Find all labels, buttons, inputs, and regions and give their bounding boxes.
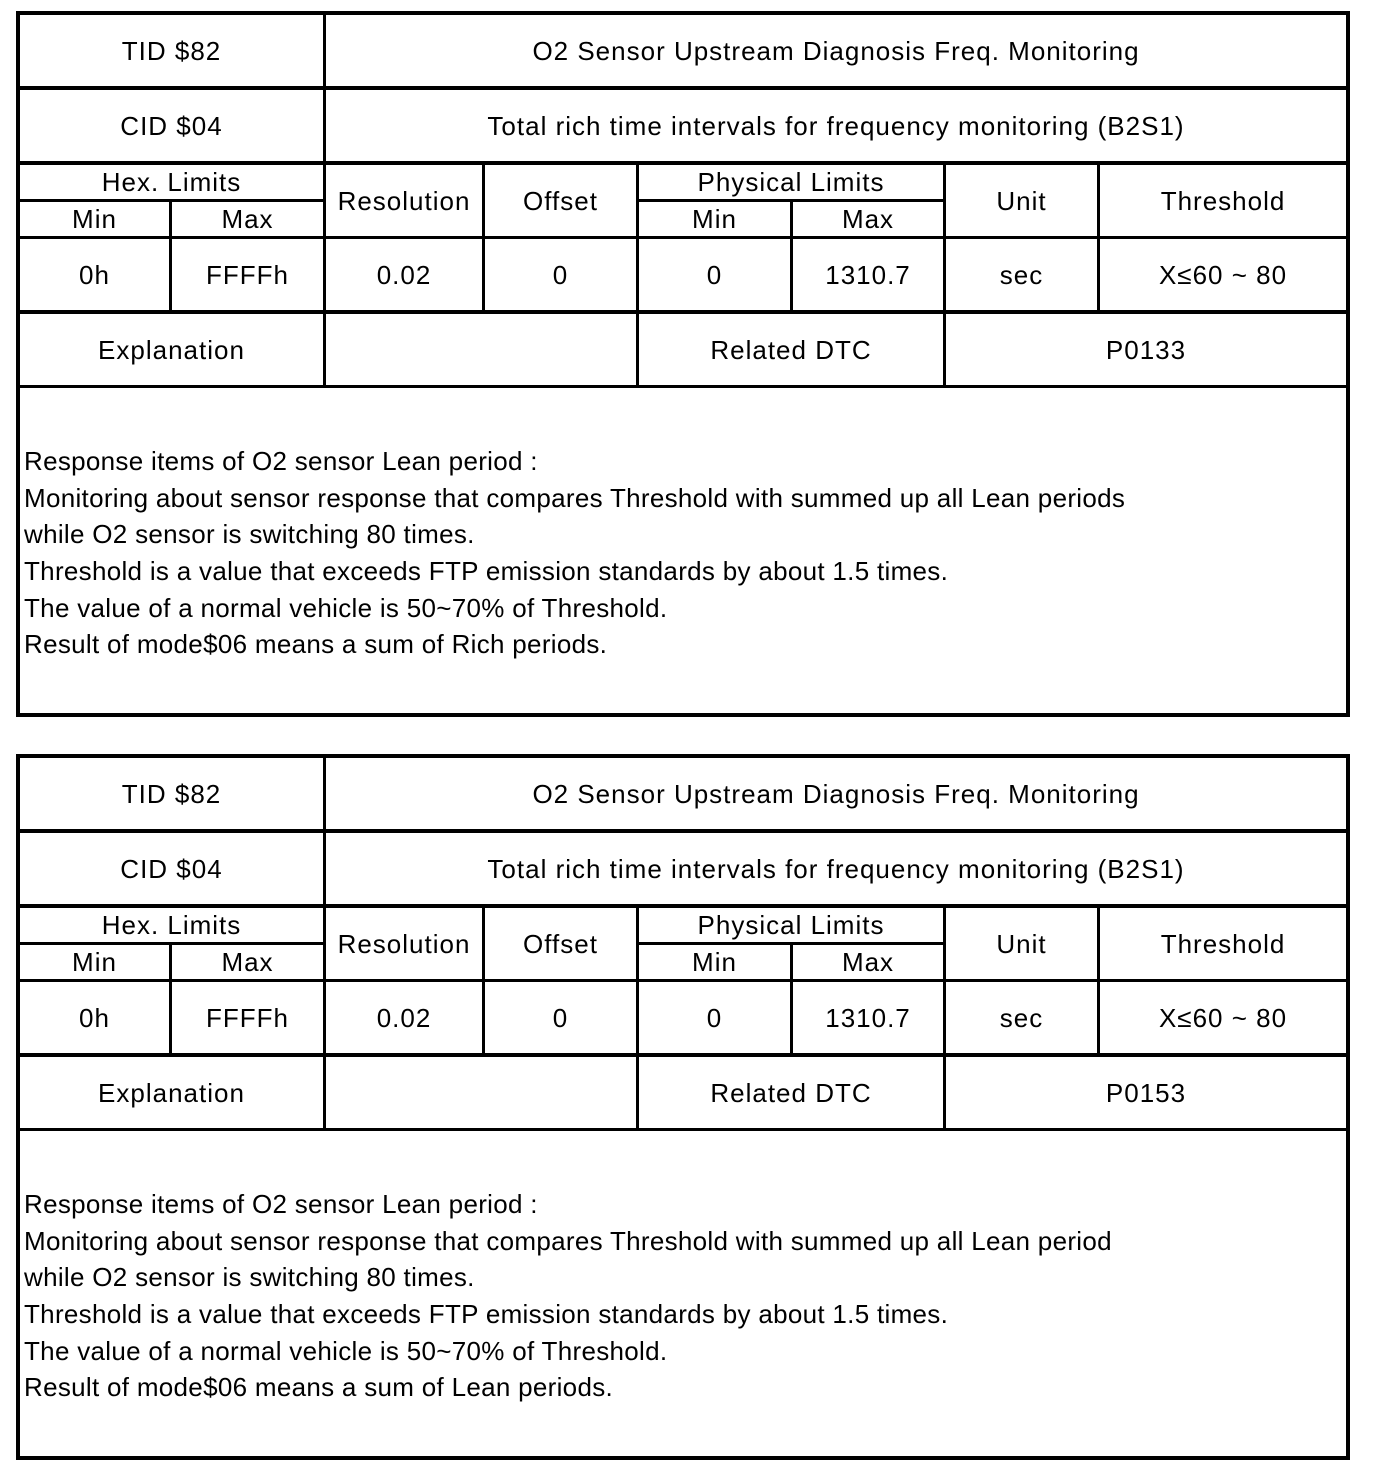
offset-header: Offset [523, 185, 598, 216]
monitor-table-cid-03 [16, 11, 1350, 717]
monitor-table-cid-04 [16, 754, 1350, 1460]
hex-max-value: FFFFh [206, 259, 289, 290]
hex-max-header: Max [221, 204, 274, 234]
threshold-value: X≤60 ~ 80 [1158, 1002, 1288, 1033]
hex-min-header: Min [72, 947, 117, 977]
tid-description: O2 Sensor Upstream Diagnosis Freq. Monitoring [532, 778, 1140, 809]
phys-min-value: 0 [706, 1002, 723, 1033]
unit-value: sec [999, 1002, 1044, 1033]
cid-description: Total rich time intervals for frequency monitoring (B2S1) [487, 853, 1185, 884]
unit-header: Unit [996, 928, 1047, 959]
cid-label: CID $04 [120, 853, 223, 884]
explanation-line: Threshold is a value that exceeds FTP emission standards by about 1.5 times. [24, 1299, 949, 1330]
row-divider [20, 385, 1346, 388]
explanation-line: Monitoring about sensor response that compares Threshold with summed up all Lean period [24, 1225, 1112, 1256]
explanation-line: Response items of O2 sensor Lean period : [24, 1189, 538, 1219]
related-dtc-value: P0153 [1105, 1077, 1187, 1108]
resolution-header: Resolution [337, 185, 471, 216]
explanation-line: The value of a normal vehicle is 50~70% of Threshold. [24, 1335, 668, 1366]
explanation-line: Result of mode$06 means a sum of Rich periods. [24, 629, 608, 660]
physical-limits-header: Physical Limits [697, 167, 885, 197]
explanation-value [326, 1057, 636, 1128]
phys-min-header: Min [692, 947, 737, 977]
phys-min-header: Min [692, 204, 737, 234]
resolution-value: 0.02 [376, 1002, 432, 1033]
hex-max-value: FFFFh [206, 1002, 289, 1033]
explanation-line: while O2 sensor is switching 80 times. [24, 1262, 475, 1293]
physical-limits-header: Physical Limits [697, 910, 885, 940]
explanation-value [326, 314, 636, 385]
unit-value: sec [999, 259, 1044, 290]
tid-label: TID $82 [121, 778, 222, 809]
hex-limits-header: Hex. Limits [101, 167, 242, 197]
explanation-label: Explanation [98, 1077, 245, 1108]
cid-label: CID $04 [120, 110, 223, 141]
explanation-line: Response items of O2 sensor Lean period : [24, 446, 538, 476]
threshold-header: Threshold [1160, 185, 1286, 216]
explanation-text [24, 1186, 1334, 1406]
hex-min-value: 0h [79, 1002, 110, 1033]
unit-header: Unit [996, 185, 1047, 216]
related-dtc-label: Related DTC [710, 334, 872, 365]
row-divider [20, 1128, 1346, 1131]
explanation-label: Explanation [98, 334, 245, 365]
phys-max-header: Max [841, 947, 895, 977]
phys-max-value: 1310.7 [825, 259, 911, 290]
tid-description: O2 Sensor Upstream Diagnosis Freq. Monitoring [532, 35, 1140, 66]
threshold-value: X≤60 ~ 80 [1158, 259, 1288, 290]
explanation-line: Monitoring about sensor response that compares Threshold with summed up all Lean periods [24, 482, 1126, 513]
explanation-line: Result of mode$06 means a sum of Lean periods. [24, 1372, 614, 1403]
phys-max-value: 1310.7 [825, 1002, 911, 1033]
explanation-text [24, 443, 1334, 663]
hex-max-header: Max [221, 947, 274, 977]
explanation-line: while O2 sensor is switching 80 times. [24, 519, 475, 550]
related-dtc-value: P0133 [1105, 334, 1187, 365]
explanation-line: Threshold is a value that exceeds FTP emission standards by about 1.5 times. [24, 556, 949, 587]
phys-max-header: Max [841, 204, 895, 234]
cid-description: Total rich time intervals for frequency monitoring (B2S1) [487, 110, 1185, 141]
hex-min-header: Min [72, 204, 117, 234]
resolution-header: Resolution [337, 928, 471, 959]
offset-header: Offset [523, 928, 598, 959]
explanation-line: The value of a normal vehicle is 50~70% of Threshold. [24, 592, 668, 623]
phys-min-value: 0 [706, 259, 723, 290]
tid-label: TID $82 [121, 35, 222, 66]
resolution-value: 0.02 [376, 259, 432, 290]
hex-limits-header: Hex. Limits [101, 910, 242, 940]
related-dtc-label: Related DTC [710, 1077, 872, 1108]
offset-value: 0 [552, 1002, 569, 1033]
offset-value: 0 [552, 259, 569, 290]
threshold-header: Threshold [1160, 928, 1286, 959]
hex-min-value: 0h [79, 259, 110, 290]
